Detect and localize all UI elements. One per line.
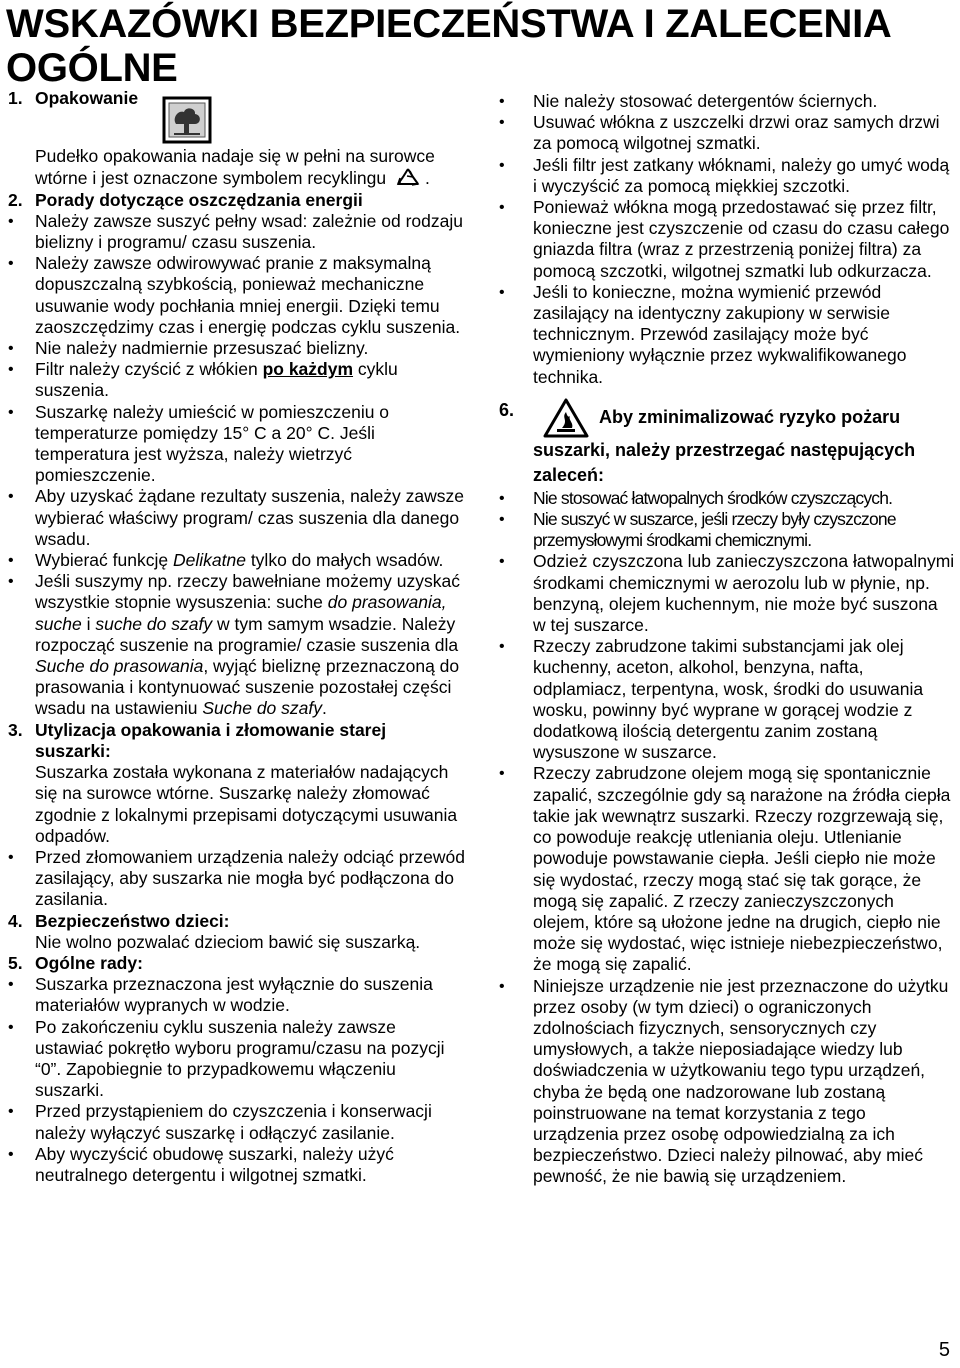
recycle-symbol-icon — [393, 167, 423, 187]
section-3-text: Suszarka została wykonana z materiałów nadających się na surowce wtórne. Suszarkę należy złomować zgodnie z lokalnymi przepisami dotyczącymi usuwania odpadów. — [35, 762, 458, 846]
list-item: • Usuwać włókna z uszczelki drzwi oraz samych drzwi za pomocą wilgotnej szmatki. — [499, 112, 955, 154]
section-title: Aby zminimalizować ryzyko pożaru — [599, 406, 901, 427]
italic-text: Suche do szafy — [202, 698, 322, 719]
section-4-text: Nie wolno pozwalać dzieciom bawić się suszarką. — [35, 931, 421, 952]
list-item: • Jeśli filtr jest zatkany włóknami, należy go umyć wodą i wyczyścić za pomocą miękkiej szczotki. — [499, 155, 955, 197]
list-item: • Nie stosować łatwopalnych środków czyszczących. — [499, 488, 955, 509]
paragraph-text: Pudełko opakowania nadaje się w pełni na surowce wtórne i jest oznaczone symbolem recyklingu — [35, 146, 435, 189]
list-item-text: Filtr należy czyścić z włókien — [35, 359, 258, 380]
right-column — [499, 91, 955, 1188]
italic-text: Delikatne — [172, 550, 246, 571]
section-title: Utylizacja opakowania i złomowanie starej suszarki: — [35, 719, 387, 761]
list-item — [8, 550, 466, 571]
list-item-text: Wybierać funkcję — [35, 550, 169, 571]
list-item-text: i — [86, 613, 91, 634]
list-item: • Niniejsze urządzenie nie jest przeznaczone do użytku przez osoby (w tym dzieci) o ograniczonych zdolnościach fizycznych, sensorycznych czy umysłowych, a także nieposiadające wiedzy lub doświadczenia w użytkowaniu tego typu urządzeń, chyba że będą one nadzorowane lub zostaną poinstruowane na temat korzystania z tego urządzenia przez osobę odpowiedzialną za ich bezpieczeństwo. Dzieci należy pilnować, aby mieć pewność, że nie bawią się urządzeniem. — [499, 976, 955, 1188]
list-item-text: tylko do małych wsadów. — [250, 550, 444, 571]
section-title: Porady dotyczące oszczędzania energii — [35, 189, 363, 210]
page-number: 5 — [938, 1339, 950, 1361]
list-item — [8, 359, 466, 401]
list-item: • Suszarkę należy umieścić w pomieszczeniu o temperaturze pomiędzy 15° C a 20° C. Jeśli temperatura jest wyższa, należy wietrzyć pomieszczenie. — [8, 402, 466, 487]
list-item: • Ponieważ włókna mogą przedostawać się przez filtr, konieczne jest czyszczenie od czasu do czasu całego gniazda filtra (wraz z przestrzenią poniżej filtra) za pomocą szczotki, wilgotnej szmatki lub odkurzacza. — [499, 197, 955, 282]
list-item: • Odzież czyszczona lub zanieczyszczona łatwopalnymi środkami chemicznymi w aerozolu lub w płynie, np. benzyną, olejem kuchennym, nie może być suszona w tej suszarce. — [499, 551, 955, 636]
list-item — [8, 571, 466, 719]
list-item: • Suszarka przeznaczona jest wyłącznie do suszenia materiałów wypranych w wodzie. — [8, 974, 466, 1016]
section-number: 6. — [499, 399, 515, 420]
list-item: • Aby uzyskać żądane rezultaty suszenia, należy zawsze wybierać właściwy program/ czas suszenia dla danego wsadu. — [8, 486, 466, 550]
list-item-text: Należy zawsze odwirowywać pranie z maksymalną dopuszczalną szybkością, ponieważ mechaniczne usuwanie wody pochłania mniej energii. Dzięki temu zaoszczędzimy czas i energię podczas cyklu suszenia. — [35, 253, 461, 337]
left-column — [8, 88, 466, 1186]
paragraph-text: . — [425, 168, 430, 189]
section-number: 1. — [8, 88, 23, 108]
list-item: • Nie suszyć w suszarce, jeśli rzeczy były czyszczone przemysłowymi środkami chemicznymi. — [499, 509, 955, 551]
list-item: • Rzeczy zabrudzone olejem mogą się spontanicznie zapalić, szczególnie gdy są narażone na źródła ciepła takie jak wewnątrz suszarki. Rzeczy rozgrzewają się, co powoduje reakcję utleniania oleju. Utlenianie powoduje powstawanie ciepła. Jeśli ciepło nie może się wydostać, rzeczy mogą stać się tak gorące, że mogą się zapalić. Z rzeczy zanieczyszczonych olejem, które są ułożone jedne na drugich, ciepło nie może się wydostać, więc istnieje niebezpieczeństwo, że mogą się zapalić. — [499, 763, 955, 975]
section-1-heading — [8, 88, 466, 109]
list-item: • Jeśli to konieczne, można wymienić przewód zasilający na identyczny zakupiony w serwisie technicznym. Przewód zasilający może być wymieniony wyłącznie przez wykwalifikowanego technika. — [499, 282, 955, 388]
section-number: 4. — [8, 910, 23, 931]
list-item: • Po zakończeniu cyklu suszenia należy zawsze ustawiać pokrętło wyboru programu/czasu na pozycji “0”. Zapobiegnie to przypadkowemu włączeniu suszarki. — [8, 1017, 466, 1102]
list-item: • Przed złomowaniem urządzenia należy odciąć przewód zasilający, aby suszarka nie mogła być podłączona do zasilania. — [8, 847, 466, 911]
list-item: • Rzeczy zabrudzone takimi substancjami jak olej kuchenny, aceton, alkohol, benzyna, nafta, odplamiacz, terpentyna, wosk, środki do usuwania wosku, powinny być wyprane w gorącej wodzie z dodatkową ilością detergentu zanim zostaną wysuszone w suszarce. — [499, 636, 955, 763]
section-1-text — [8, 146, 466, 189]
section-title: Bezpieczeństwo dzieci: — [35, 910, 230, 931]
italic-text: Suche do prasowania — [35, 656, 204, 677]
list-item: • Aby wyczyścić obudowę suszarki, należy użyć neutralnego detergentu i wilgotnej szmatki. — [8, 1144, 466, 1186]
list-item-text: cyklu suszenia. — [35, 359, 398, 401]
section-title-continued: suszarki, należy przestrzegać następujących zaleceń: — [533, 439, 916, 485]
list-item: • Nie należy nadmiernie przesuszać bielizny. — [8, 338, 466, 359]
list-item-text: Jeśli suszymy np. rzeczy bawełniane możemy uzyskać wszystkie stopnie wysuszenia: suche — [35, 571, 461, 613]
section-3-heading — [8, 720, 466, 762]
list-item — [8, 253, 466, 338]
section-number: 5. — [8, 952, 23, 973]
list-item-text: , wyjąć bieliznę przeznaczoną do prasowania i kontynuować suszenie pozostałej części wsadu na ustawieniu — [35, 656, 460, 719]
list-item-text: . — [322, 698, 327, 719]
list-item: • Przed przystąpieniem do czyszczenia i konserwacji należy wyłączyć suszarkę i odłączyć zasilanie. — [8, 1101, 466, 1143]
emphasis-text: po każdym — [262, 359, 354, 380]
list-item-text: w tym samym wsadzie. Należy rozpocząć suszenie na programie/ czasie suszenia dla — [35, 613, 459, 655]
list-item: • Nie należy stosować detergentów ściernych. — [499, 91, 955, 112]
page-title: WSKAZÓWKI BEZPIECZEŃSTWA I ZALECENIA OGÓLNE — [6, 2, 890, 90]
section-4-heading — [8, 911, 466, 932]
section-2-heading — [8, 190, 466, 211]
italic-text: suche do szafy — [95, 613, 213, 634]
section-number: 3. — [8, 719, 23, 740]
section-number: 2. — [8, 189, 23, 210]
list-item: • Należy zawsze suszyć pełny wsad: zależnie od rodzaju bielizny i programu/ czasu suszenia. — [8, 211, 466, 253]
italic-text: do prasowania, suche — [35, 592, 447, 634]
fire-warning-triangle-icon — [543, 398, 589, 438]
section-title: Opakowanie — [35, 88, 139, 108]
section-5-heading — [8, 953, 466, 974]
section-6-heading — [499, 398, 955, 488]
section-title: Ogólne rady: — [35, 952, 143, 973]
